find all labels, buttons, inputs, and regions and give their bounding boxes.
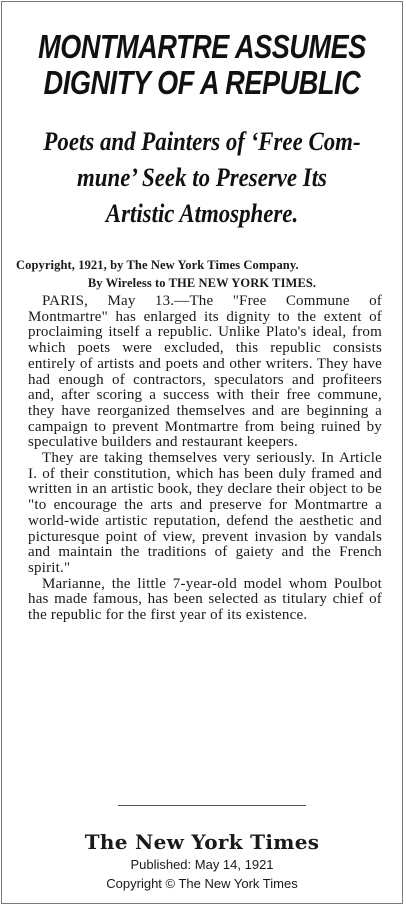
published-date: Published: May 14, 1921 <box>130 857 274 872</box>
paragraph-2: They are taking themselves very seriously. In Article I. of their constitution, which has been duly framed and written in an artistic book, they declare their object to be "to encourage the arts and preserve for Montmartre a world-wide artistic reputation, defend the aesthetic and picturesque point of view, prevent invasion by vandals and maintain the traditions of gaiety and the French spirit." <box>28 450 382 576</box>
headline-line-2: DIGNITY OF A REPUBLIC <box>43 64 361 101</box>
subhead-line-1: Poets and Painters of ‘Free Com- <box>43 127 361 156</box>
article-body <box>28 294 382 624</box>
copyright-notice: Copyright © The New York Times <box>106 876 298 891</box>
paragraph-3: Marianne, the little 7-year-old model whom Poulbot has made famous, has been selected as titulary chief of the republic for the first year of its existence. <box>28 575 382 624</box>
subhead-line-2: mune’ Seek to Preserve Its <box>77 163 327 192</box>
nyt-logo: The New York Times <box>84 830 320 854</box>
subhead-line-3: Artistic Atmosphere. <box>105 199 299 228</box>
headline-line-1: MONTMARTRE ASSUMES <box>38 28 366 65</box>
byline: By Wireless to THE NEW YORK TIMES. <box>87 276 317 290</box>
paragraph-1: PARIS, May 13.—The "Free Commune of Montmartre" has enlarged its dignity to the extent of proclaiming itself a republic. Unlike Plato's ideal, from which poets were excluded, this republic consists entirely of artists and poets and other writers. They have had enough of contractors, speculators and profiteers and, after scoring a success with their free commune, they have reorganized themselves and are beginning a campaign to prevent Montmartre from being ruined by speculative builders and restaurant keepers. <box>28 293 382 451</box>
copyright-line: Copyright, 1921, by The New York Times Company. <box>16 258 299 272</box>
divider-rule <box>118 805 306 806</box>
article-clipping <box>1 1 403 904</box>
